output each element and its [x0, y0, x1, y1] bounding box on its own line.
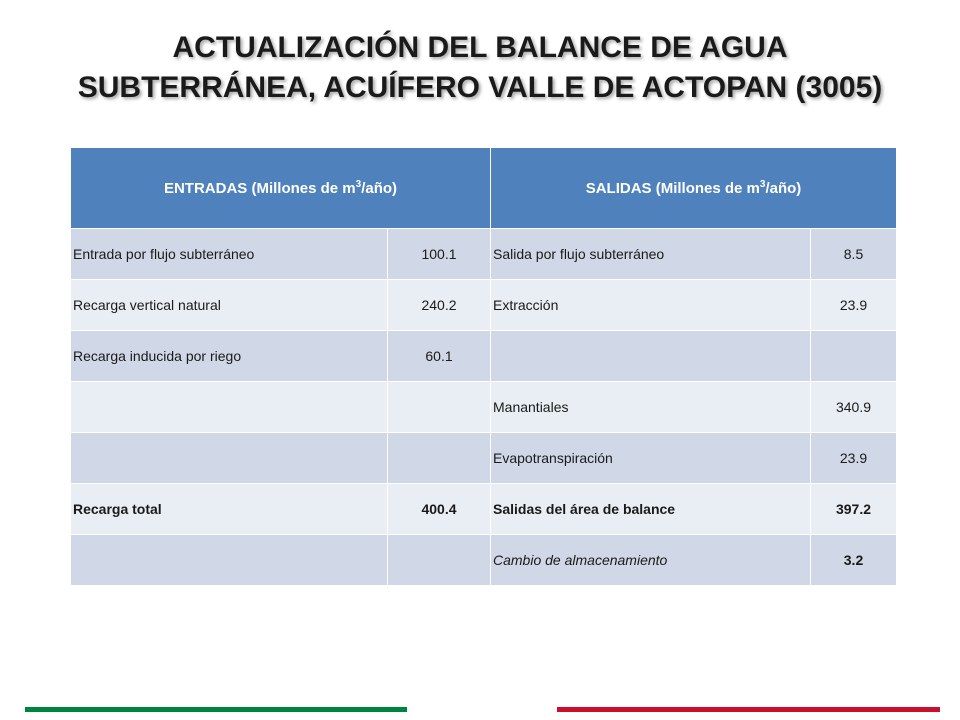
salida-label: Manantiales — [491, 382, 811, 433]
header-salidas: SALIDAS (Millones de $m^3/año$) — [491, 148, 897, 229]
table-row — [71, 331, 897, 382]
entrada-label — [71, 382, 388, 433]
table-row — [71, 433, 897, 484]
table-header-row — [71, 148, 897, 229]
table-row-totals — [71, 484, 897, 535]
cambio-almacenamiento-label: Cambio de almacenamiento — [491, 535, 811, 586]
salida-label: Extracción — [491, 280, 811, 331]
entrada-value — [388, 382, 491, 433]
table-row — [71, 280, 897, 331]
title-line-1: ACTUALIZACIÓN DEL BALANCE DE AGUA — [172, 31, 788, 64]
page-title — [0, 28, 960, 108]
salida-label: Evapotranspiración — [491, 433, 811, 484]
entrada-label — [71, 433, 388, 484]
entrada-value: 60.1 — [388, 331, 491, 382]
title-line-2: SUBTERRÁNEA, ACUÍFERO VALLE DE ACTOPAN (3005) — [77, 71, 883, 104]
header-entradas: ENTRADAS (Millones de $m^3/año$) — [71, 148, 491, 229]
entrada-value — [388, 433, 491, 484]
balance-table — [70, 147, 897, 586]
table-row — [71, 382, 897, 433]
recarga-total-value: 400.4 — [388, 484, 491, 535]
recarga-total-label: Recarga total — [71, 484, 388, 535]
salida-value: 8.5 — [811, 229, 897, 280]
entrada-value — [388, 535, 491, 586]
entrada-value: 100.1 — [388, 229, 491, 280]
salida-label — [491, 331, 811, 382]
salidas-total-label: Salidas del área de balance — [491, 484, 811, 535]
cambio-almacenamiento-value: 3.2 — [811, 535, 897, 586]
salidas-total-value: 397.2 — [811, 484, 897, 535]
salida-value — [811, 331, 897, 382]
entrada-label: Entrada por flujo subterráneo — [71, 229, 388, 280]
salida-value: 23.9 — [811, 280, 897, 331]
salida-label: Salida por flujo subterráneo — [491, 229, 811, 280]
salida-value: 340.9 — [811, 382, 897, 433]
entrada-label: Recarga inducida por riego — [71, 331, 388, 382]
table-row — [71, 229, 897, 280]
table-row-storage-change — [71, 535, 897, 586]
entrada-label — [71, 535, 388, 586]
salida-value: 23.9 — [811, 433, 897, 484]
entrada-label: Recarga vertical natural — [71, 280, 388, 331]
footer-red-bar — [557, 707, 940, 712]
entrada-value: 240.2 — [388, 280, 491, 331]
footer-green-bar — [25, 707, 407, 712]
